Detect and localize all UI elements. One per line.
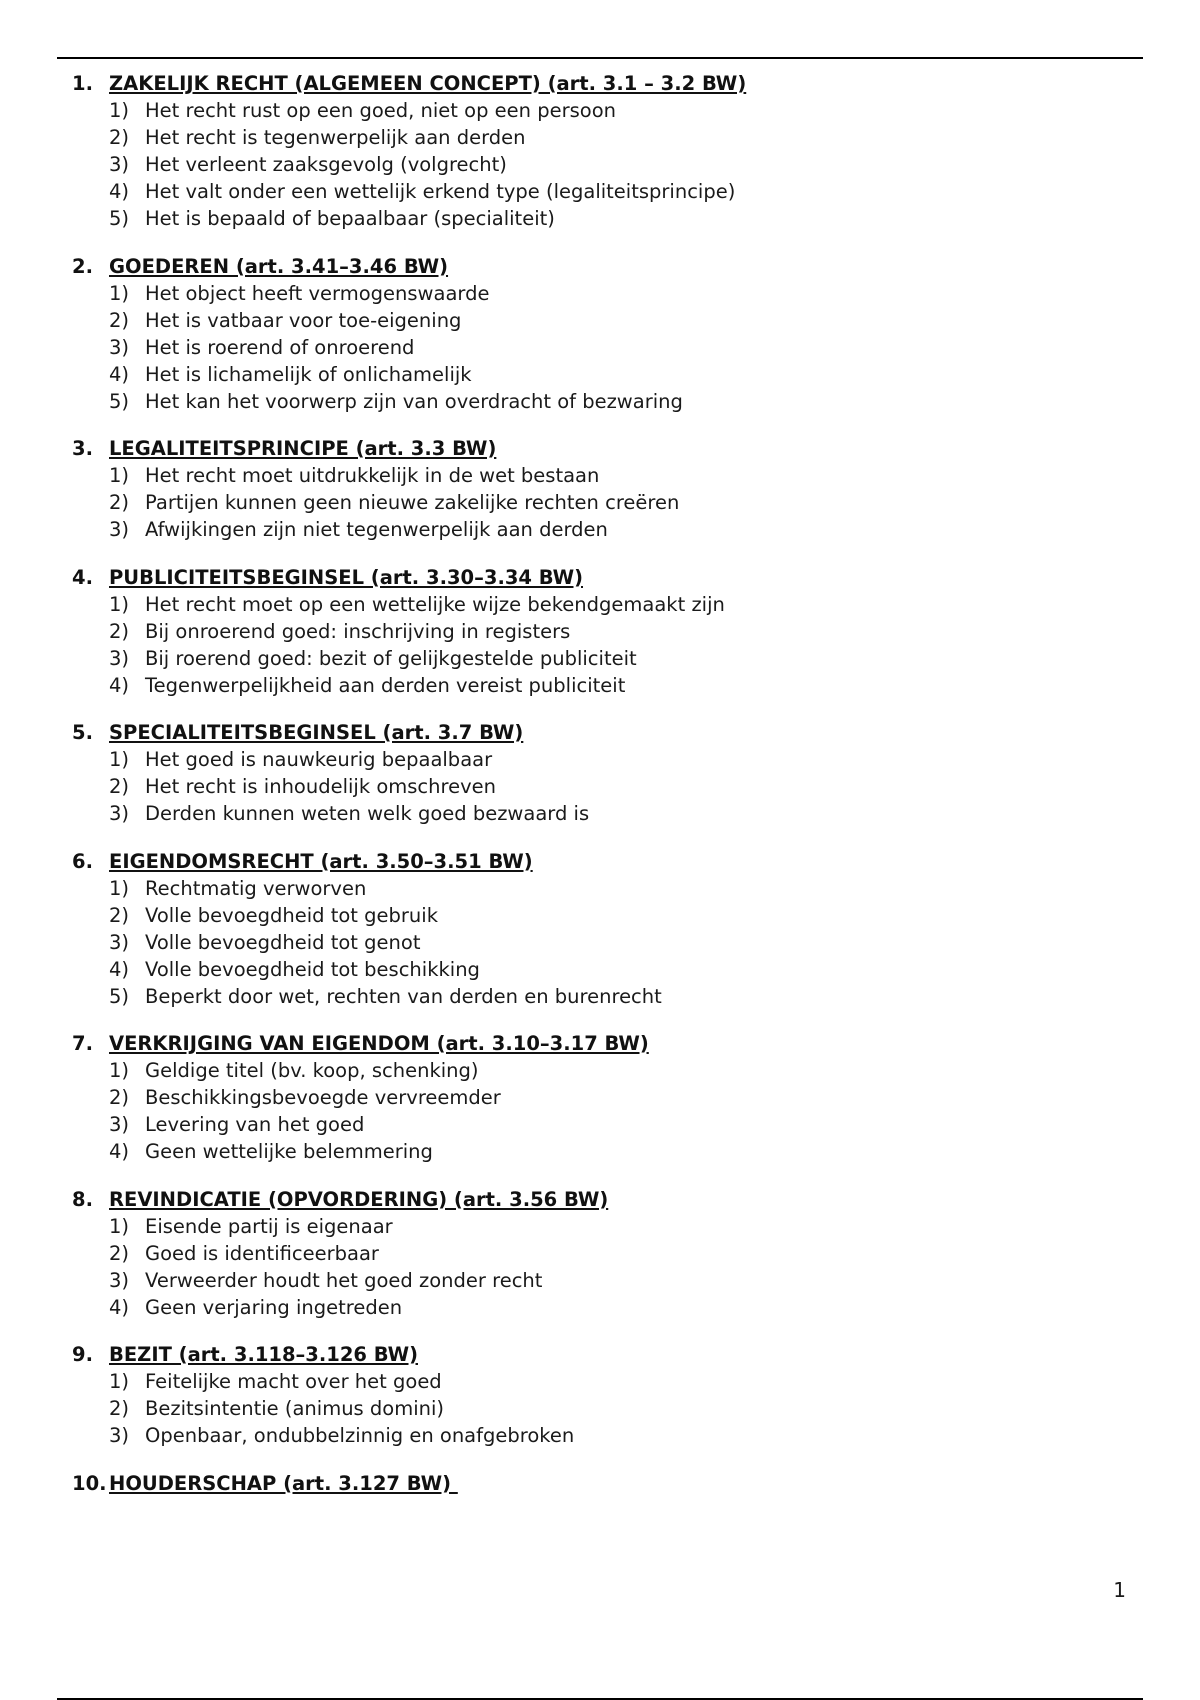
item-text: Het verleent zaaksgevolg (volgrecht) [145,153,507,176]
section-number: 3. [72,437,93,460]
section-number: 2. [72,254,93,278]
section-number: 7. [72,1032,93,1055]
list-item [109,1267,1132,1294]
list-item [109,388,1132,415]
list-item [109,983,1132,1010]
list-item [109,1395,1132,1422]
section-number: 8. [72,1187,93,1211]
item-number: 4) [109,362,130,386]
item-number: 1) [109,1059,130,1082]
section-3 [72,435,1132,543]
list-item [109,462,1132,489]
list-item [109,1422,1132,1449]
header-rule [57,57,1143,59]
section-item-list [72,1213,1132,1321]
list-item [109,1240,1132,1267]
section-title: VERKRIJGING VAN EIGENDOM (art. 3.10–3.17 BW) [109,1032,649,1055]
item-text: Het recht moet uitdrukkelijk in de wet bestaan [145,464,600,487]
list-item [109,618,1132,645]
list-item [109,124,1132,151]
item-text: Bezitsintentie (animus domini) [145,1397,445,1420]
item-number: 3) [109,930,130,954]
section-heading [72,1470,1132,1497]
item-number: 2) [109,619,130,643]
list-item [109,1213,1132,1240]
item-text: Bij roerend goed: bezit of gelijkgestelde publiciteit [145,646,637,670]
item-text: Feitelijke macht over het goed [145,1370,442,1393]
section-title: ZAKELIJK RECHT (ALGEMEEN CONCEPT) (art. 3.1 – 3.2 BW) [109,72,747,95]
item-text: Beperkt door wet, rechten van derden en burenrecht [145,984,662,1008]
item-text: Het object heeft vermogenswaarde [145,281,490,305]
section-heading [72,848,1132,875]
item-text: Het recht rust op een goed, niet op een persoon [145,99,616,122]
item-text: Rechtmatig verworven [145,876,367,900]
list-item [109,516,1132,543]
list-item [109,1111,1132,1138]
item-number: 1) [109,1214,130,1238]
item-number: 1) [109,464,130,487]
item-text: Het recht moet op een wettelijke wijze bekendgemaakt zijn [145,592,725,616]
item-number: 2) [109,126,130,149]
item-text: Het is lichamelijk of onlichamelijk [145,362,472,386]
item-number: 3) [109,646,130,670]
section-number: 9. [72,1343,93,1366]
item-text: Volle bevoegdheid tot beschikking [145,957,480,981]
section-heading [72,435,1132,462]
item-text: Het recht is inhoudelijk omschreven [145,775,496,798]
list-item [109,1138,1132,1165]
list-item [109,929,1132,956]
list-item [109,307,1132,334]
section-heading [72,70,1132,97]
section-heading [72,1186,1132,1213]
item-number: 1) [109,1370,130,1393]
item-number: 4) [109,1140,130,1163]
section-item-list [72,1057,1132,1165]
item-number: 5) [109,207,130,230]
list-item [109,1294,1132,1321]
section-title: PUBLICITEITSBEGINSEL (art. 3.30–3.34 BW) [109,565,583,589]
item-number: 2) [109,308,130,332]
section-4 [72,564,1132,699]
section-item-list [72,1368,1132,1449]
item-number: 3) [109,1268,130,1292]
item-number: 1) [109,99,130,122]
section-heading [72,1341,1132,1368]
section-heading [72,253,1132,280]
list-item [109,280,1132,307]
item-number: 2) [109,1086,130,1109]
list-item [109,645,1132,672]
section-heading [72,719,1132,746]
item-text: Volle bevoegdheid tot genot [145,930,421,954]
item-number: 3) [109,518,130,541]
item-text: Goed is identificeerbaar [145,1241,379,1265]
list-item [109,361,1132,388]
item-number: 5) [109,984,130,1008]
section-title: HOUDERSCHAP (art. 3.127 BW) [109,1471,458,1495]
item-number: 3) [109,1424,130,1447]
item-text: Verweerder houdt het goed zonder recht [145,1268,543,1292]
list-item [109,746,1132,773]
list-item [109,178,1132,205]
section-item-list [72,875,1132,1010]
section-item-list [72,746,1132,827]
list-item [109,1084,1132,1111]
section-8 [72,1186,1132,1321]
item-text: Geldige titel (bv. koop, schenking) [145,1059,479,1082]
item-text: Beschikkingsbevoegde vervreemder [145,1086,501,1109]
list-item [109,205,1132,232]
section-9 [72,1341,1132,1449]
page-number: 1 [1113,1578,1126,1602]
item-text: Volle bevoegdheid tot gebruik [145,903,438,927]
item-number: 4) [109,673,130,697]
section-item-list [72,97,1132,232]
item-number: 2) [109,1241,130,1265]
item-text: Het goed is nauwkeurig bepaalbaar [145,748,493,771]
list-item [109,151,1132,178]
item-text: Geen wettelijke belemmering [145,1140,433,1163]
item-text: Het is bepaald of bepaalbaar (specialiteit) [145,207,555,230]
item-number: 2) [109,491,130,514]
item-text: Bij onroerend goed: inschrijving in registers [145,619,571,643]
item-number: 1) [109,876,130,900]
item-number: 2) [109,903,130,927]
section-number: 1. [72,72,93,95]
section-number: 4. [72,565,93,589]
section-item-list [72,280,1132,415]
item-number: 2) [109,1397,130,1420]
section-10 [72,1470,1132,1497]
list-item [109,489,1132,516]
section-title: GOEDEREN (art. 3.41–3.46 BW) [109,254,449,278]
item-number: 1) [109,748,130,771]
list-item [109,672,1132,699]
item-text: Het is vatbaar voor toe-eigening [145,308,462,332]
item-text: Het is roerend of onroerend [145,335,415,359]
section-title: SPECIALITEITSBEGINSEL (art. 3.7 BW) [109,721,524,744]
item-number: 1) [109,592,130,616]
section-title: BEZIT (art. 3.118–3.126 BW) [109,1343,418,1366]
list-item [109,773,1132,800]
section-number: 5. [72,721,93,744]
document-body [72,70,1132,1497]
item-number: 3) [109,335,130,359]
list-item [109,800,1132,827]
item-text: Partijen kunnen geen nieuwe zakelijke rechten creëren [145,491,680,514]
item-text: Levering van het goed [145,1113,365,1136]
item-text: Het recht is tegenwerpelijk aan derden [145,126,526,149]
item-number: 4) [109,957,130,981]
item-text: Eisende partij is eigenaar [145,1214,393,1238]
section-1 [72,70,1132,232]
section-number: 10. [72,1471,107,1495]
section-5 [72,719,1132,827]
section-2 [72,253,1132,415]
section-heading [72,1030,1132,1057]
item-number: 4) [109,1295,130,1319]
section-title: EIGENDOMSRECHT (art. 3.50–3.51 BW) [109,849,533,873]
item-number: 3) [109,153,130,176]
item-number: 1) [109,281,130,305]
section-title: REVINDICATIE (OPVORDERING) (art. 3.56 BW) [109,1187,609,1211]
item-text: Het kan het voorwerp zijn van overdracht of bezwaring [145,389,683,413]
section-item-list [72,591,1132,699]
item-number: 3) [109,1113,130,1136]
item-number: 3) [109,802,130,825]
section-title: LEGALITEITSPRINCIPE (art. 3.3 BW) [109,437,497,460]
section-item-list [72,462,1132,543]
list-item [109,591,1132,618]
item-text: Tegenwerpelijkheid aan derden vereist publiciteit [145,673,626,697]
list-item [109,1368,1132,1395]
item-number: 2) [109,775,130,798]
list-item [109,956,1132,983]
list-item [109,875,1132,902]
list-item [109,1057,1132,1084]
section-number: 6. [72,849,93,873]
item-number: 5) [109,389,130,413]
item-text: Het valt onder een wettelijk erkend type (legaliteitsprincipe) [145,180,736,203]
section-7 [72,1030,1132,1165]
section-6 [72,848,1132,1010]
item-number: 4) [109,180,130,203]
list-item [109,334,1132,361]
item-text: Openbaar, ondubbelzinnig en onafgebroken [145,1424,575,1447]
list-item [109,902,1132,929]
list-item [109,97,1132,124]
section-heading [72,564,1132,591]
item-text: Afwijkingen zijn niet tegenwerpelijk aan derden [145,518,608,541]
item-text: Derden kunnen weten welk goed bezwaard is [145,802,590,825]
item-text: Geen verjaring ingetreden [145,1295,403,1319]
